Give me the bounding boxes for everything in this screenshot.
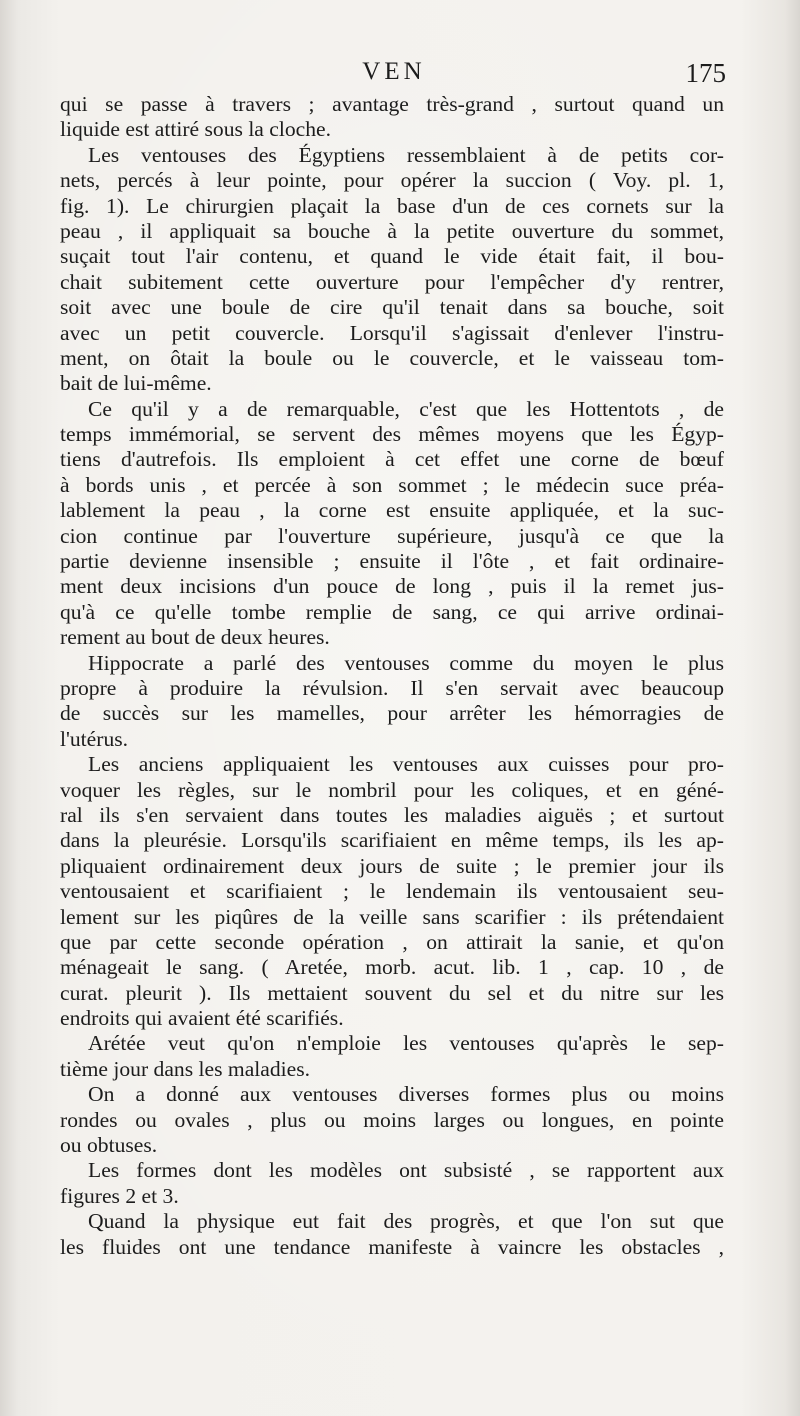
text-line: ment deux incisions d'un pouce de long , puis il la remet jus- xyxy=(60,574,724,599)
text-line: On a donné aux ventouses diverses formes plus ou moins xyxy=(88,1082,724,1107)
text-line: de succès sur les mamelles, pour arrêter les hémorragies de xyxy=(60,701,724,726)
text-line: ral ils s'en servaient dans toutes les maladies aiguës ; et surtout xyxy=(60,802,724,827)
text-line: ménageait le sang. ( Aretée, morb. acut. lib. 1 , cap. 10 , de xyxy=(60,955,724,980)
running-head: VEN xyxy=(362,58,426,85)
page-header xyxy=(62,58,726,92)
text-line: Les anciens appliquaient les ventouses aux cuisses pour pro- xyxy=(88,752,724,777)
text-line: soit avec une boule de cire qu'il tenait dans sa bouche, soit xyxy=(60,295,724,320)
text-line: rondes ou ovales , plus ou moins larges ou longues, en pointe xyxy=(60,1107,724,1132)
text-line: pliquaient ordinairement deux jours de suite ; le premier jour ils xyxy=(60,853,724,878)
text-line: lement sur les piqûres de la veille sans scarifier : ils prétendaient xyxy=(60,904,724,929)
text-line: rement au bout de deux heures. xyxy=(60,625,330,650)
text-line: à bords unis , et percée à son sommet ; le médecin suce préa- xyxy=(60,472,724,497)
text-line: ment, on ôtait la boule ou le couvercle, et le vaisseau tom- xyxy=(60,345,724,370)
text-line: Les formes dont les modèles ont subsisté , se rapportent aux xyxy=(88,1158,724,1183)
text-line: dans la pleurésie. Lorsqu'ils scarifiaient en même temps, ils les ap- xyxy=(60,828,724,853)
text-line: liquide est attiré sous la cloche. xyxy=(60,117,332,142)
text-line: fig. 1). Le chirurgien plaçait la base d'un de ces cornets sur la xyxy=(60,193,724,218)
text-line: ou obtuses. xyxy=(60,1133,158,1158)
text-line: l'utérus. xyxy=(60,726,129,751)
text-line: que par cette seconde opération , on attirait la sanie, et qu'on xyxy=(60,929,724,954)
text-line: Hippocrate a parlé des ventouses comme du moyen le plus xyxy=(88,650,724,675)
text-line: bait de lui-même. xyxy=(60,371,212,396)
text-line: Arétée veut qu'on n'emploie les ventouses qu'après le sep- xyxy=(88,1031,724,1056)
text-line: ventousaient et scarifiaient ; le lendemain ils ventousaient seu- xyxy=(60,879,724,904)
text-line: endroits qui avaient été scarifiés. xyxy=(60,1006,344,1031)
text-line: propre à produire la révulsion. Il s'en servait avec beaucoup xyxy=(60,675,724,700)
text-line: qu'à ce qu'elle tombe remplie de sang, ce qui arrive ordinai- xyxy=(60,599,724,624)
text-line: tième jour dans les maladies. xyxy=(60,1056,311,1081)
text-line: tiens d'autrefois. Ils emploient à cet effet une corne de bœuf xyxy=(60,447,724,472)
text-line: nets, percés à leur pointe, pour opérer la succion ( Voy. pl. 1, xyxy=(60,168,724,193)
text-line: lablement la peau , la corne est ensuite appliquée, et la suc- xyxy=(60,498,724,523)
text-line: curat. pleurit ). Ils mettaient souvent du sel et du nitre sur les xyxy=(60,980,724,1005)
page-number: 175 xyxy=(685,58,726,88)
text-line: Les ventouses des Égyptiens ressemblaient à de petits cor- xyxy=(88,142,724,167)
text-line: cion continue par l'ouverture supérieure, jusqu'à ce que la xyxy=(60,523,724,548)
text-line: avec un petit couvercle. Lorsqu'il s'agissait d'enlever l'instru- xyxy=(60,320,724,345)
text-line: figures 2 et 3. xyxy=(60,1183,179,1208)
text-line: voquer les règles, sur le nombril pour les coliques, et en géné- xyxy=(60,777,724,802)
text-line: Ce qu'il y a de remarquable, c'est que les Hottentots , de xyxy=(88,396,724,421)
body-text xyxy=(60,92,724,1260)
text-line: les fluides ont une tendance manifeste à vaincre les obstacles , xyxy=(60,1234,724,1259)
text-line: suçait tout l'air contenu, et quand le vide était fait, il bou- xyxy=(60,244,724,269)
text-line: temps immémorial, se servent des mêmes moyens que les Égyp- xyxy=(60,422,724,447)
text-line: Quand la physique eut fait des progrès, et que l'on sut que xyxy=(88,1209,724,1234)
text-line: chait subitement cette ouverture pour l'empêcher d'y rentrer, xyxy=(60,269,724,294)
text-line: partie devienne insensible ; ensuite il l'ôte , et fait ordinaire- xyxy=(60,549,724,574)
text-line: qui se passe à travers ; avantage très-grand , surtout quand un xyxy=(60,92,724,116)
text-line: peau , il appliquait sa bouche à la petite ouverture du sommet, xyxy=(60,218,724,243)
